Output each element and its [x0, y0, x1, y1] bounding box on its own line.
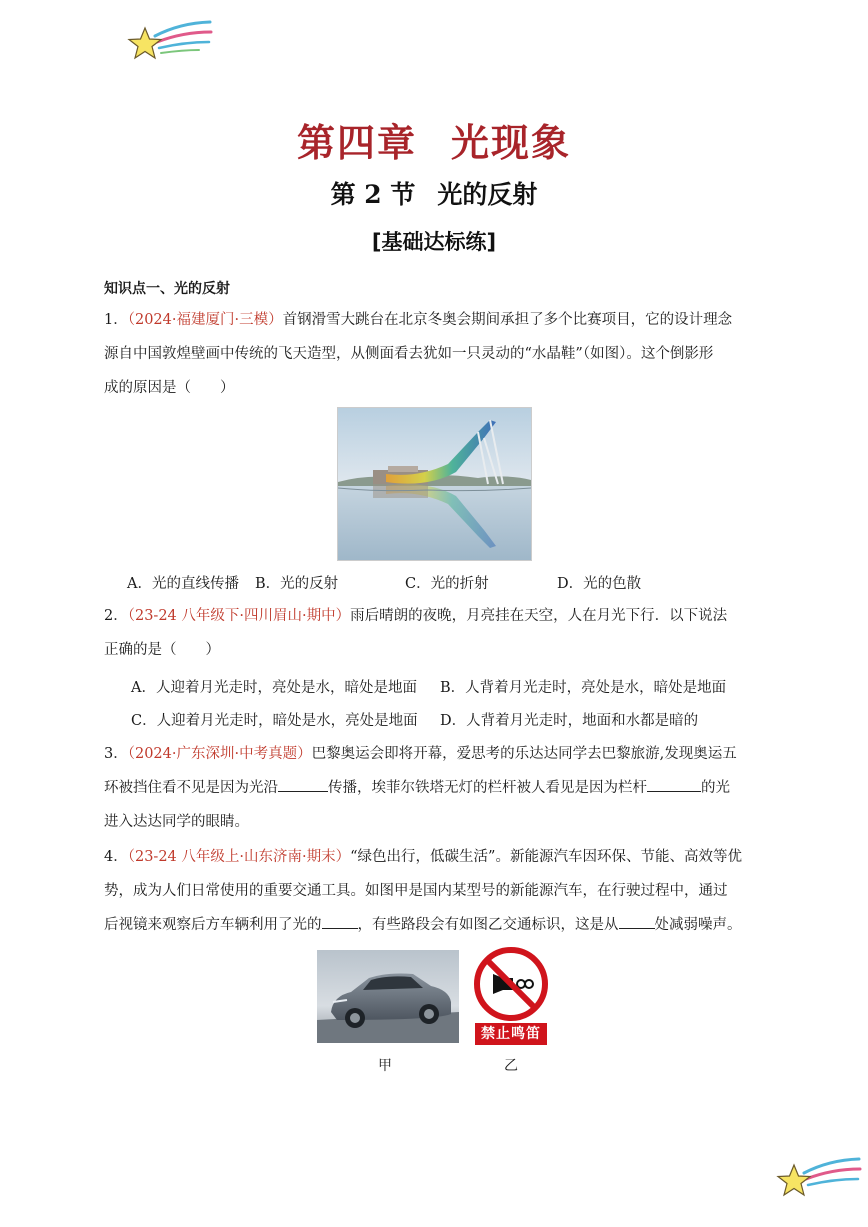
- question-text: 首钢滑雪大跳台在北京冬奥会期间承担了多个比赛项目，它的设计理念: [282, 312, 733, 328]
- option-1b: B．光的反射: [255, 576, 339, 592]
- question-text: 后视镜来观察后方车辆利用了光的: [104, 917, 322, 933]
- question-1: [104, 303, 768, 405]
- option-2a: A．人迎着月光走时，亮处是水，暗处是地面: [131, 680, 417, 696]
- option-1c: C．光的折射: [405, 576, 489, 592]
- question-text: “绿色出行，低碳生活”。新能源汽车因环保、节能、高效等优: [350, 849, 742, 865]
- question-number: 3．: [104, 746, 128, 762]
- section-title: [0, 175, 868, 211]
- answer-blank[interactable]: [619, 914, 655, 929]
- answer-blank[interactable]: [322, 914, 358, 929]
- question-text: 巴黎奥运会即将开幕，爱思考的乐达达同学去巴黎旅游,发现奥运五: [311, 746, 737, 762]
- question-text: 处减弱噪声。: [654, 917, 742, 933]
- chapter-title: [0, 112, 868, 167]
- question-text: ，有些路段会有如图乙交通标识，这是从: [357, 917, 619, 933]
- question-text: 源自中国敦煌壁画中传统的飞天造型，从侧面看去犹如一只灵动的“水晶鞋”（如图）。这个倒影形: [104, 346, 714, 362]
- knowledge-point-heading: 知识点一、光的反射: [104, 281, 230, 297]
- shooting-star-icon-top: [125, 18, 215, 68]
- question-4: [104, 840, 768, 942]
- option-2c: C．人迎着月光走时，暗处是水，亮处是地面: [131, 713, 418, 729]
- no-honking-sign: [473, 946, 549, 1046]
- question-number: 1．: [104, 312, 128, 328]
- question-text: 势，成为人们日常使用的重要交通工具。如图甲是国内某型号的新能源汽车，在行驶过程中，通过: [104, 883, 728, 899]
- question-3: [104, 737, 768, 839]
- question-text: 进入达达同学的眼睛。: [104, 814, 249, 830]
- question-source: （2024·福建厦门·三模）: [127, 312, 283, 328]
- sign-label: 禁止鸣笛: [475, 1023, 547, 1045]
- shooting-star-icon-bottom: [774, 1155, 864, 1205]
- answer-blank[interactable]: [278, 777, 328, 792]
- question-source: （23-24 八年级下·四川眉山·期中）: [127, 608, 351, 624]
- option-2d: D．人背着月光走时，地面和水都是暗的: [440, 713, 699, 729]
- answer-blank[interactable]: [647, 777, 701, 792]
- question-number: 2．: [104, 608, 128, 624]
- section-name: 光的反射: [437, 180, 538, 209]
- exercise-level-label: [基础达标练]: [371, 230, 497, 254]
- section-number: 第 2 节: [330, 180, 416, 209]
- caption-yi: 乙: [504, 1058, 518, 1074]
- caption-jia: 甲: [378, 1058, 392, 1074]
- option-1d: D．光的色散: [557, 576, 642, 592]
- question-source: （2024·广东深圳·中考真题）: [127, 746, 312, 762]
- chapter-number: 第四章: [296, 120, 417, 165]
- question-2: [104, 599, 768, 667]
- question-number: 4．: [104, 849, 128, 865]
- chapter-name: 光现象: [451, 120, 572, 165]
- question-text: 成的原因是（ ）: [104, 380, 235, 396]
- option-1a: A．光的直线传播: [127, 576, 239, 592]
- car-photo: [317, 950, 459, 1043]
- option-2b: B．人背着月光走时，亮处是水，暗处是地面: [440, 680, 727, 696]
- question-text: 环被挡住看不见是因为光沿: [104, 780, 278, 796]
- ski-jump-photo: [337, 407, 532, 561]
- question-text: 雨后晴朗的夜晚，月亮挂在天空，人在月光下行．以下说法: [350, 608, 728, 624]
- question-text: 正确的是（ ）: [104, 642, 220, 658]
- question-text: 的光: [701, 780, 730, 796]
- question-source: （23-24 八年级上·山东济南·期末）: [127, 849, 351, 865]
- question-text: 传播，埃菲尔铁塔无灯的栏杆被人看见是因为栏杆: [328, 780, 647, 796]
